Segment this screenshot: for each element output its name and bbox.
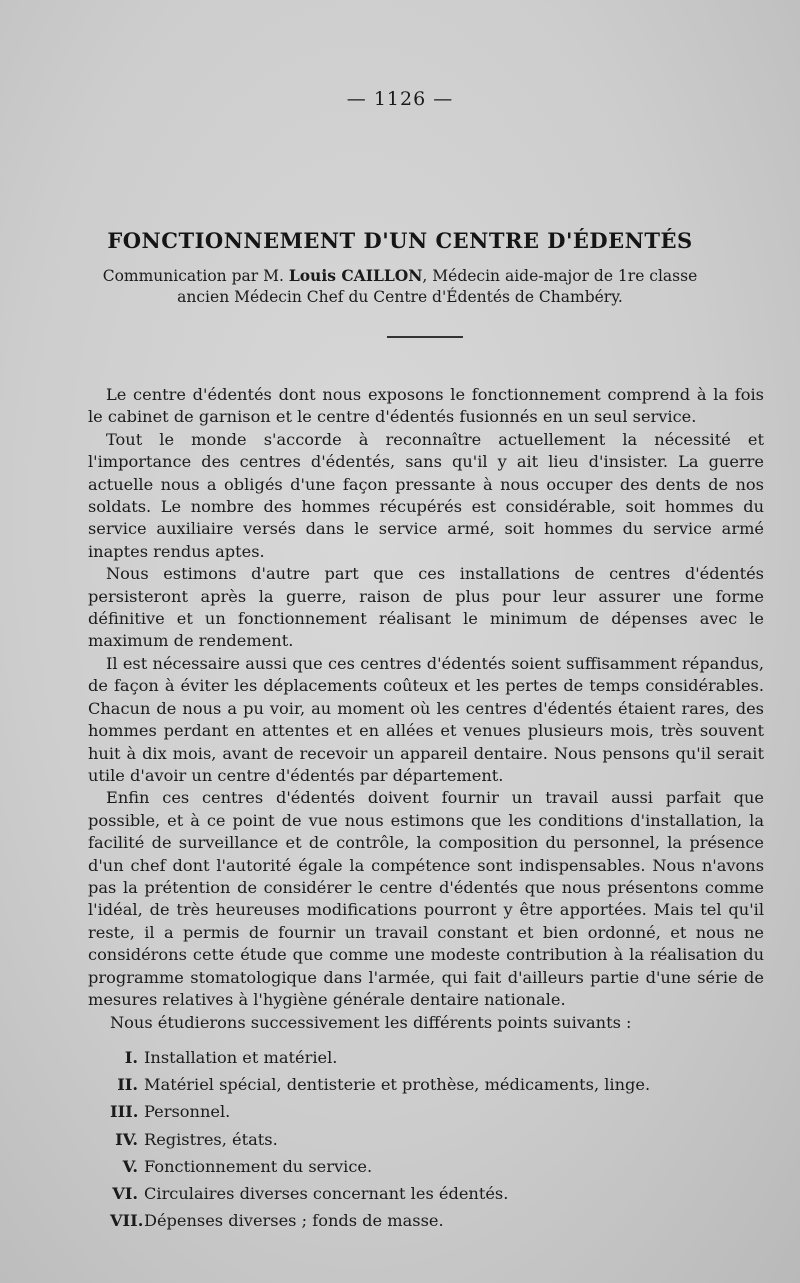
list-item <box>110 1153 770 1180</box>
paragraph: Le centre d'édentés dont nous exposons le fonctionnement comprend à la fois le cabinet de garnison et le centre d'édentés fusionnés en un seul service. <box>88 385 764 427</box>
byline-line-1 <box>0 266 800 285</box>
item-text: Registres, états. <box>144 1129 278 1149</box>
topics-list <box>110 1044 770 1234</box>
item-text: Fonctionnement du service. <box>144 1156 373 1176</box>
list-item <box>110 1071 770 1098</box>
byline-prefix: Communication par M. <box>102 267 284 285</box>
list-item <box>110 1126 770 1153</box>
item-number: I. <box>124 1048 138 1067</box>
item-text: Matériel spécial, dentisterie et prothèse, médicaments, linge. <box>144 1075 651 1095</box>
item-text: Circulaires diverses concernant les édentés. <box>144 1183 509 1203</box>
item-number: IV. <box>115 1129 138 1149</box>
paragraph: Il est nécessaire aussi que ces centres d'édentés soient suffisamment répandus, de façon à éviter les déplacements coûteux et les pertes de temps considérables. Chacun de nous a pu voir, au moment où les centres d'édentés étaient rares, des hommes perdant en attentes et en allées et venues plusieurs mois, très souvent huit à dix mois, avant de recevoir un appareil dentaire. Nous pensons qu'il serait utile d'avoir un centre d'édentés par département. <box>88 653 764 785</box>
article-title: FONCTIONNEMENT D'UN CENTRE D'ÉDENTÉS <box>107 228 693 253</box>
list-item <box>110 1180 770 1207</box>
item-text: Installation et matériel. <box>144 1048 338 1067</box>
article-body <box>88 384 764 1011</box>
list-item <box>110 1207 770 1234</box>
list-item <box>110 1098 770 1125</box>
item-number: VI. <box>112 1183 138 1203</box>
byline-suffix: , Médecin aide-major de 1re classe <box>422 267 698 285</box>
paragraph: Nous estimons d'autre part que ces installations de centres d'édentés persisteront après la guerre, raison de plus pour leur assurer une forme définitive et un fonctionnement réalisant le minimum de dépenses avec le maximum de rendement. <box>88 564 764 651</box>
item-number: III. <box>110 1102 139 1122</box>
author-name: Louis CAILLON <box>288 266 423 285</box>
byline-line-2: ancien Médecin Chef du Centre d'Édentés de Chambéry. <box>177 288 623 306</box>
item-text: Personnel. <box>144 1102 231 1122</box>
paragraph: Enfin ces centres d'édentés doivent fournir un travail aussi parfait que possible, et à ce point de vue nous estimons que les conditions d'installation, la facilité de surveillance et de contrôle, la composition du personnel, la présence d'un chef dont l'autorité égale la compétence sont indispensables. Nous n'avons pas la prétention de considérer le centre d'édentés que nous présentons comme l'idéal, de très heureuses modifications pourront y être apportées. Mais tel qu'il reste, il a permis de fournir un travail constant et bien ordonné, et nous ne considérons cette étude que comme une modeste contribution à la réalisation du programme stomatologique dans l'armée, qui fait d'ailleurs partie d'une série de mesures relatives à l'hygiène générale dentaire nationale. <box>88 788 764 1009</box>
list-item <box>110 1044 770 1071</box>
list-intro: Nous étudierons successivement les différents points suivants : <box>110 1013 632 1032</box>
separator-rule <box>387 336 463 338</box>
page-number: — 1126 — <box>346 88 454 110</box>
item-text: Dépenses diverses ; fonds de masse. <box>144 1211 444 1231</box>
item-number: V. <box>122 1156 138 1176</box>
paragraph: Tout le monde s'accorde à reconnaître actuellement la nécessité et l'importance des centres d'édentés, sans qu'il y ait lieu d'insister. La guerre actuelle nous a obligés d'une façon pressante à nous occuper des dents de nos soldats. Le nombre des hommes récupérés est considérable, soit hommes du service auxiliaire versés dans le service armé, soit hommes du service armé inaptes rendus aptes. <box>88 429 764 561</box>
item-number: VII. <box>110 1211 144 1231</box>
item-number: II. <box>117 1075 138 1095</box>
